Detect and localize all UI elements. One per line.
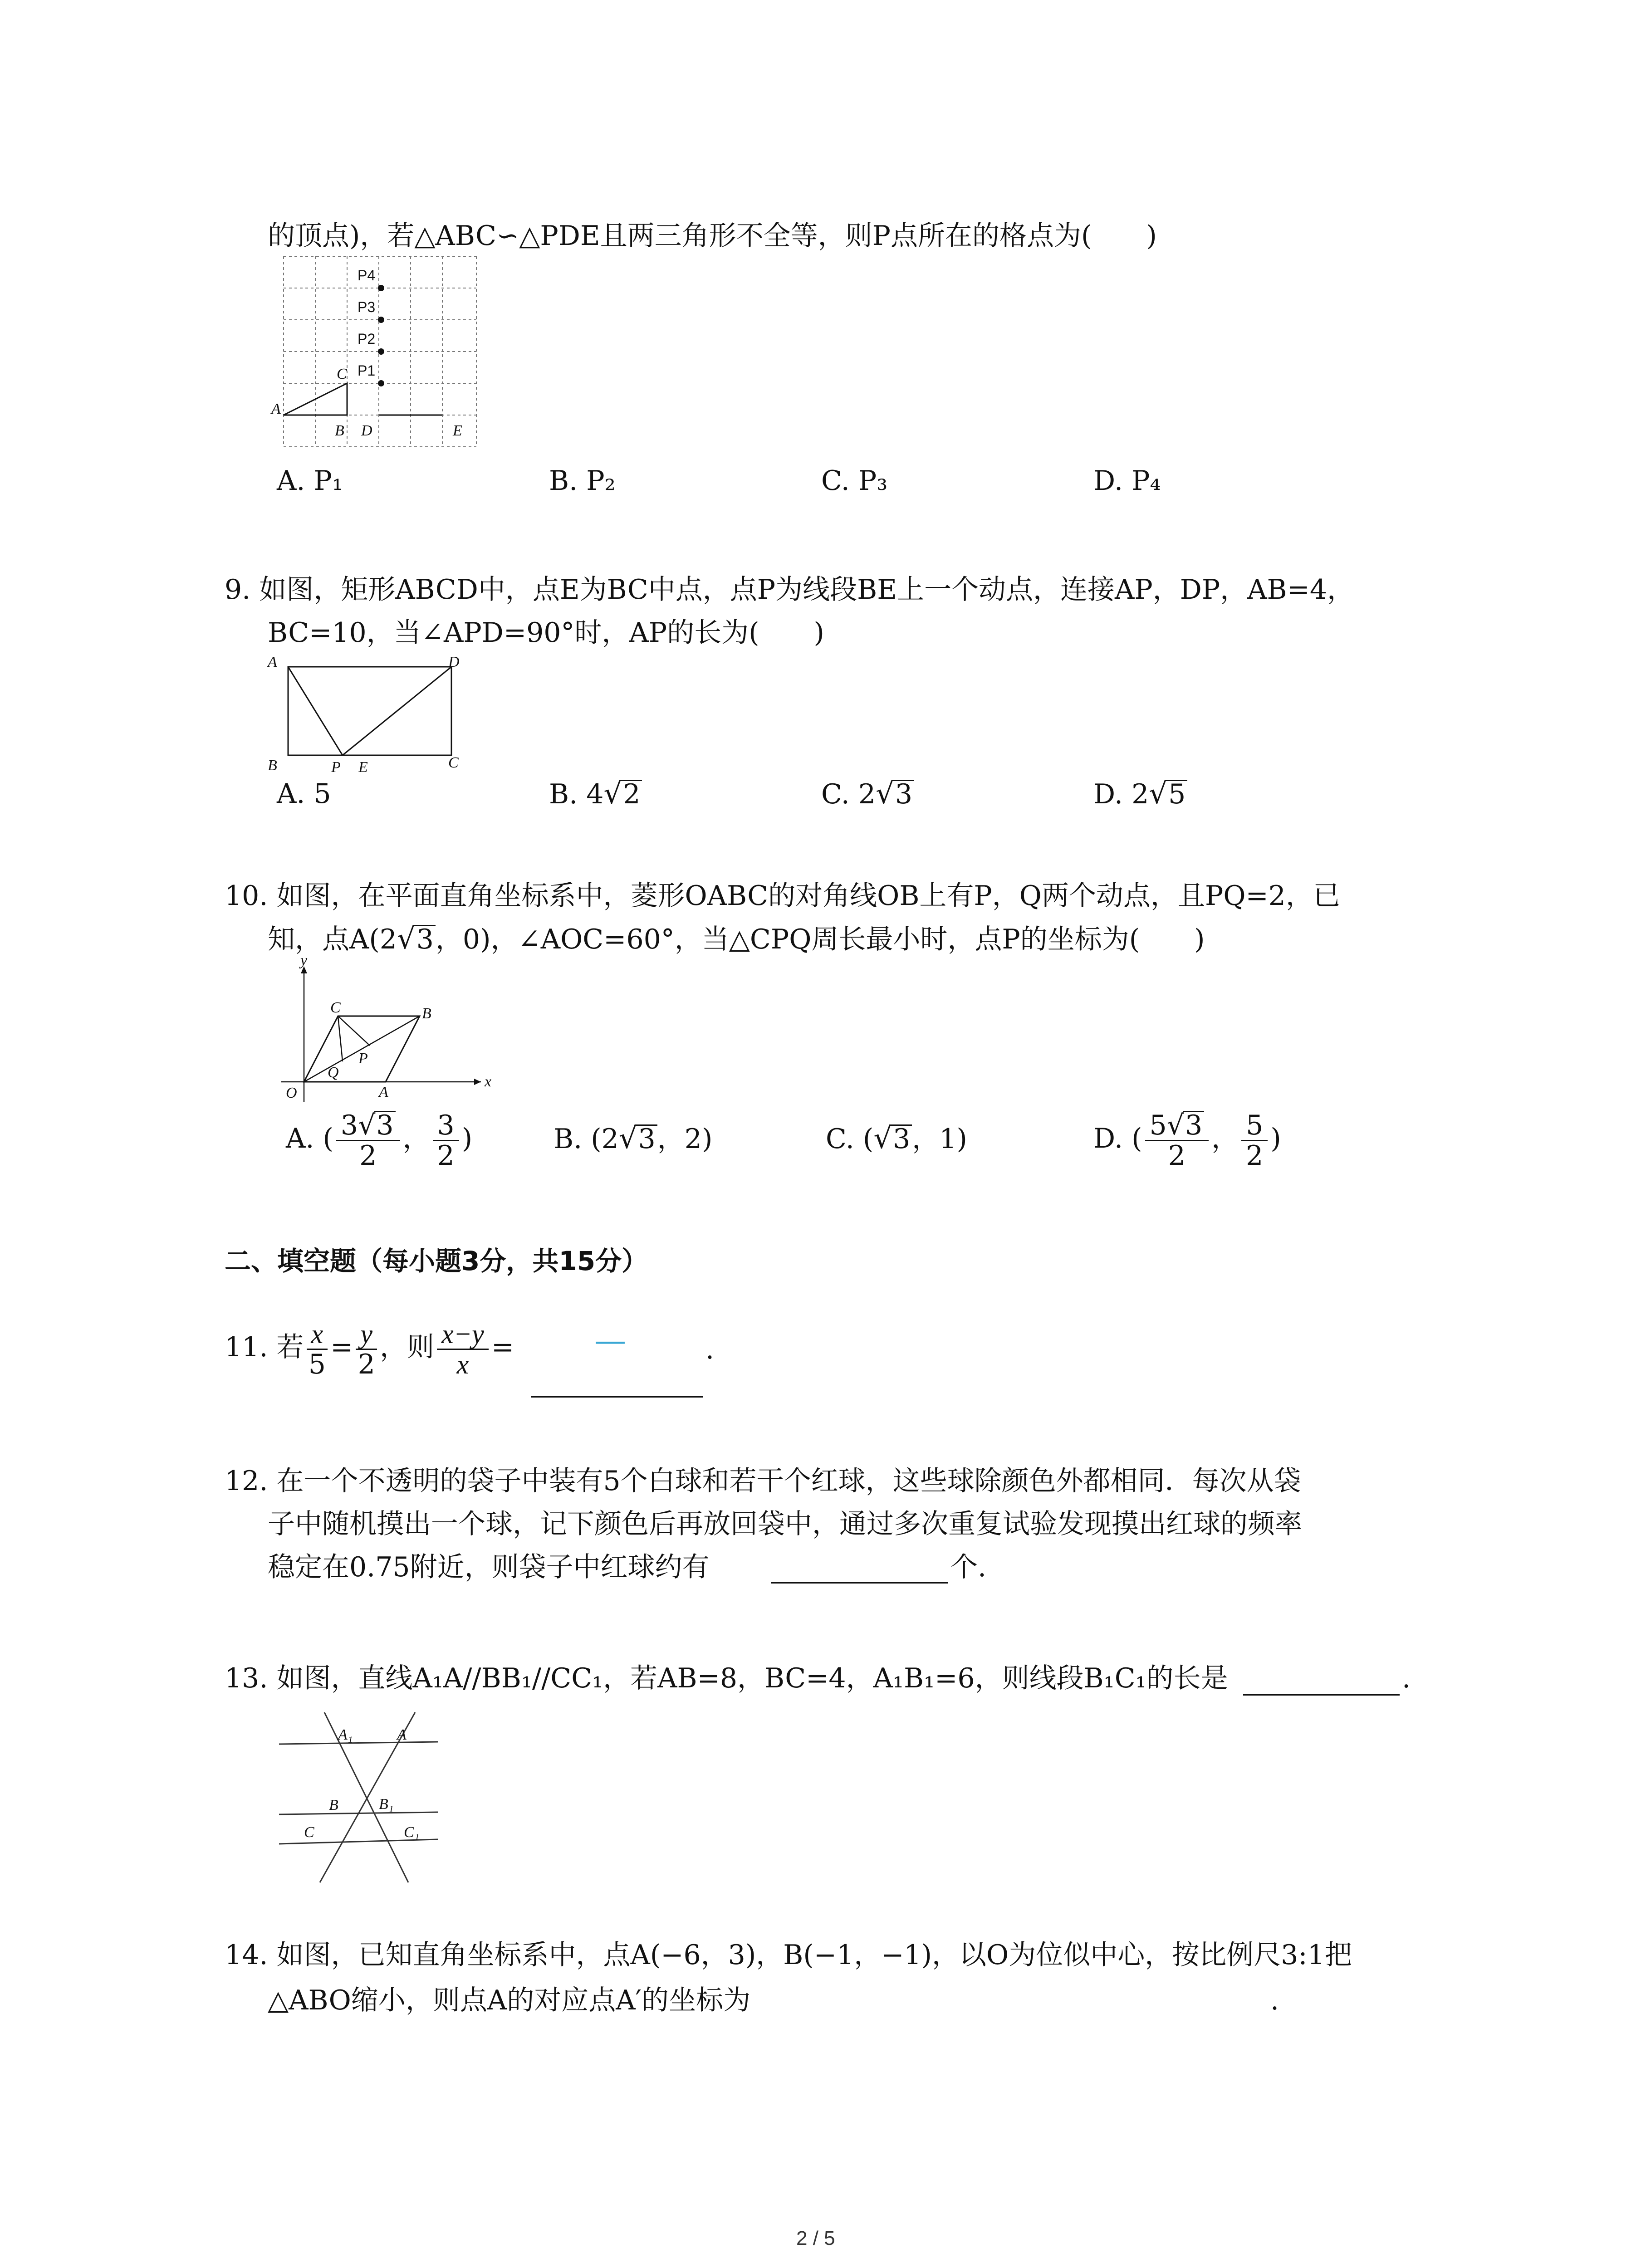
label-p4: P4 bbox=[358, 267, 376, 284]
label-p1: P1 bbox=[358, 362, 376, 379]
q12-question-line3a: 稳定在0.75附近，则袋子中红球约有 bbox=[268, 1551, 710, 1583]
q10-option-b: B. (2√3，2) bbox=[554, 1122, 713, 1155]
label-b: B bbox=[422, 1005, 431, 1022]
q8-option-a: A. P₁ bbox=[277, 465, 343, 497]
label-p2: P2 bbox=[358, 331, 376, 347]
section-heading: 二、填空题（每小题3分，共15分） bbox=[225, 1246, 648, 1276]
q9-rectangle-figure bbox=[268, 654, 476, 776]
q11-answer-mark: — bbox=[594, 1322, 626, 1359]
label-c: C bbox=[330, 999, 341, 1016]
point-p3 bbox=[378, 317, 384, 323]
q12-question-line2: 子中随机摸出一个球，记下颜色后再放回袋中，通过多次重复试验发现摸出红球的频率 bbox=[268, 1508, 1302, 1540]
label-c: C bbox=[448, 754, 459, 771]
q8-grid-figure bbox=[271, 254, 481, 449]
label-x: x bbox=[485, 1073, 492, 1090]
label-b: B bbox=[268, 757, 277, 774]
label-p3: P3 bbox=[358, 299, 376, 315]
q10-question-line2: 知，点A(2√3，0)，∠AOC=60°，当△CPQ周长最小时，点P的坐标为( ) bbox=[268, 922, 1205, 956]
label-a: A bbox=[268, 654, 277, 670]
page-number: 2 / 5 bbox=[796, 2227, 835, 2249]
q11-question: 11. 若 $\frac{x}{5}$ = $\frac{y}{2}$ ，则 $\frac{x-y}{x}$ = bbox=[225, 1319, 514, 1380]
q8-option-c: C. P₃ bbox=[821, 465, 888, 497]
q13-period: . bbox=[1402, 1662, 1411, 1694]
q10-option-a: A. ( $\frac{3√3}{2}$ ， $\frac{3}{2}$ ) bbox=[286, 1109, 473, 1172]
point-p2 bbox=[378, 348, 384, 355]
q13-question: 13. 如图，直线A₁A//BB₁//CC₁，若AB=8，BC=4，A₁B₁=6，则线段B₁C₁的长是 bbox=[225, 1662, 1228, 1694]
label-y: y bbox=[300, 952, 308, 969]
q8-question-text: 的顶点)，若△ABC∽△PDE且两三角形不全等，则P点所在的格点为( ) bbox=[268, 220, 1157, 252]
label-a1: A₁ bbox=[338, 1726, 353, 1743]
q12-question-line3b: 个. bbox=[950, 1551, 987, 1583]
point-p4 bbox=[378, 285, 384, 291]
q9-option-b: B. 4√2 bbox=[549, 776, 642, 812]
label-d: D bbox=[448, 654, 460, 670]
label-b: B bbox=[335, 422, 344, 439]
label-b1: B₁ bbox=[379, 1796, 394, 1813]
label-p: P bbox=[331, 759, 341, 776]
label-q: Q bbox=[328, 1064, 339, 1081]
q9-option-d: D. 2√5 bbox=[1093, 776, 1187, 812]
q13-answer-blank[interactable] bbox=[1243, 1694, 1400, 1696]
label-b: B bbox=[329, 1797, 338, 1813]
label-a: A bbox=[379, 1084, 388, 1100]
q14-period: . bbox=[1270, 1984, 1279, 2016]
q10-question-line1: 10. 如图，在平面直角坐标系中，菱形OABC的对角线OB上有P，Q两个动点，且PQ=2，已 bbox=[225, 880, 1340, 912]
q12-answer-blank[interactable] bbox=[771, 1582, 948, 1584]
q10-option-d: D. ( $\frac{5√3}{2}$ ， $\frac{5}{2}$ ) bbox=[1093, 1109, 1281, 1172]
label-e: E bbox=[453, 422, 462, 439]
label-a: A bbox=[271, 401, 281, 417]
label-p: P bbox=[358, 1050, 368, 1067]
label-c: C bbox=[304, 1824, 314, 1841]
q12-question-line1: 12. 在一个不透明的袋子中装有5个白球和若干个红球，这些球除颜色外都相同．每次从袋 bbox=[225, 1465, 1301, 1497]
q8-option-b: B. P₂ bbox=[549, 465, 616, 497]
q9-option-a: A. 5 bbox=[277, 778, 331, 810]
label-d: D bbox=[361, 422, 372, 439]
point-p1 bbox=[378, 380, 384, 386]
q10-rhombus-figure bbox=[272, 952, 499, 1111]
label-e: E bbox=[358, 759, 368, 776]
q9-question-line1: 9. 如图，矩形ABCD中，点E为BC中点，点P为线段BE上一个动点，连接AP，DP，AB=4， bbox=[225, 574, 1355, 606]
q9-option-c: C. 2√3 bbox=[821, 776, 914, 812]
q8-option-d: D. P₄ bbox=[1093, 465, 1161, 497]
q11-period: . bbox=[705, 1334, 715, 1365]
label-a: A bbox=[397, 1726, 407, 1743]
q10-option-c: C. (√3，1) bbox=[826, 1122, 967, 1155]
label-o: O bbox=[286, 1085, 297, 1101]
q14-question-line2: △ABO缩小，则点A的对应点A′的坐标为 bbox=[268, 1984, 751, 2016]
label-c1: C₁ bbox=[404, 1824, 420, 1841]
label-c: C bbox=[337, 366, 347, 382]
q9-question-line2: BC=10，当∠APD=90°时，AP的长为( ) bbox=[268, 617, 824, 649]
q13-parallel-lines-figure bbox=[277, 1710, 476, 1887]
q14-question-line1: 14. 如图，已知直角坐标系中，点A(−6，3)，B(−1，−1)，以O为位似中心，按比例尺3:1把 bbox=[225, 1939, 1352, 1971]
q11-answer-blank[interactable] bbox=[531, 1396, 703, 1398]
